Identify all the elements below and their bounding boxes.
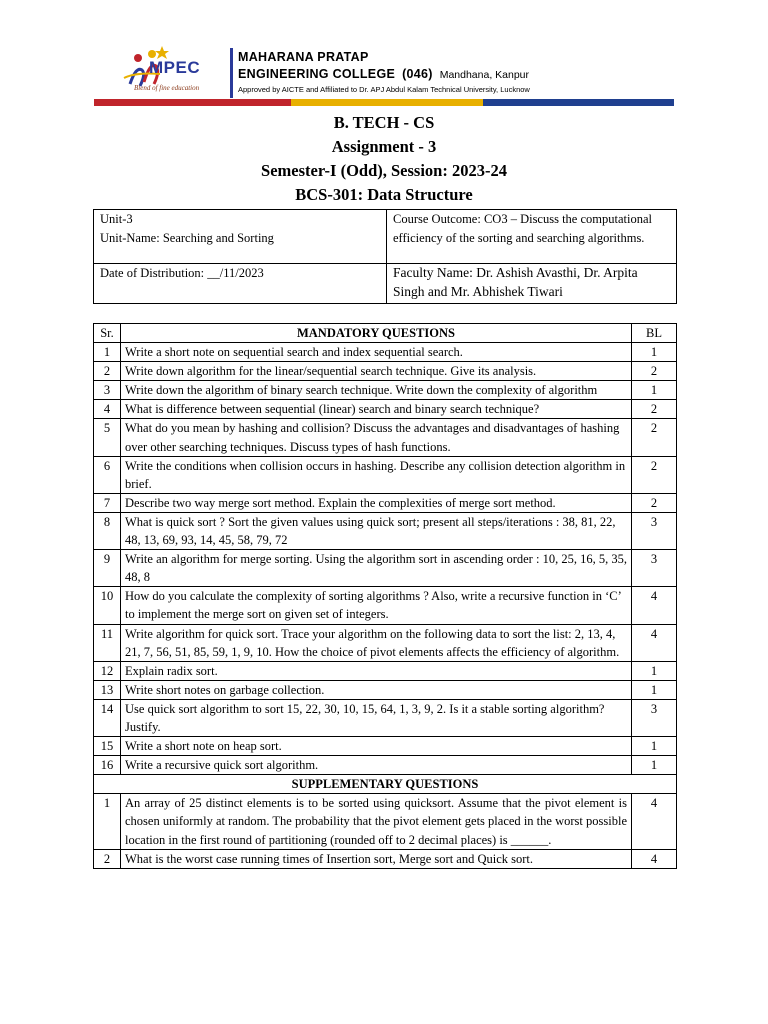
question-text: Write short notes on garbage collection. (121, 680, 632, 699)
college-logo (116, 44, 216, 102)
question-text: Write the conditions when collision occurs in hashing. Describe any collision detection algorithm in brief. (121, 456, 632, 493)
question-number: 14 (94, 699, 121, 736)
table-row (94, 661, 677, 680)
table-row (94, 512, 677, 549)
question-text: How do you calculate the complexity of sorting algorithms ? Also, write a recursive function in ‘C’ to implement the merge sort on given set of integers. (121, 587, 632, 624)
unit-cell (94, 210, 387, 264)
college-name-line2-text: ENGINEERING COLLEGE (238, 67, 396, 81)
college-approval: Approved by AICTE and Affiliated to Dr. APJ Abdul Kalam Technical University, Lucknow (238, 85, 530, 94)
bloom-level: 1 (632, 343, 677, 362)
bloom-level: 3 (632, 550, 677, 587)
question-number: 11 (94, 624, 121, 661)
mandatory-questions (94, 343, 677, 775)
bloom-level: 4 (632, 624, 677, 661)
college-header (94, 44, 674, 102)
program-title: B. TECH - CS (333, 113, 435, 132)
unit-name: Unit-Name: Searching and Sorting (100, 230, 274, 245)
question-text: Explain radix sort. (121, 661, 632, 680)
table-header-row (94, 324, 677, 343)
table-row (94, 400, 677, 419)
question-number: 6 (94, 456, 121, 493)
question-text: Write an algorithm for merge sorting. Using the algorithm sort in ascending order : 10, 25, 16, 5, 35, 48, 8 (121, 550, 632, 587)
college-name-line2 (238, 67, 529, 81)
bloom-level: 1 (632, 680, 677, 699)
question-text: What is difference between sequential (linear) search and binary search technique? (121, 400, 632, 419)
table-row (94, 794, 677, 849)
question-text: Write a short note on sequential search and index sequential search. (121, 343, 632, 362)
question-text: What is quick sort ? Sort the given values using quick sort; present all steps/iterations : 38, 81, 22, 48, 13, 69, 93, 14, 45, 58, 79, 72 (121, 512, 632, 549)
question-number: 5 (94, 419, 121, 456)
question-text: Write a short note on heap sort. (121, 737, 632, 756)
table-row (94, 419, 677, 456)
question-text: What is the worst case running times of Insertion sort, Merge sort and Quick sort. (121, 849, 632, 868)
header-divider (230, 48, 233, 98)
college-code: (046) (402, 67, 433, 81)
question-number: 13 (94, 680, 121, 699)
table-row (94, 493, 677, 512)
table-row (94, 381, 677, 400)
faculty-name: Faculty Name: Dr. Ashish Avasthi, Dr. Arpita Singh and Mr. Abhishek Tiwari (387, 264, 677, 304)
question-number: 12 (94, 661, 121, 680)
question-number: 7 (94, 493, 121, 512)
question-text: Write down algorithm for the linear/sequential search technique. Give its analysis. (121, 362, 632, 381)
logo-text: MPEC (149, 58, 201, 77)
bloom-level: 3 (632, 512, 677, 549)
question-number: 10 (94, 587, 121, 624)
bloom-level: 1 (632, 661, 677, 680)
supplementary-questions (94, 794, 677, 868)
course-outcome: Course Outcome: CO3 – Discuss the computational efficiency of the sorting and searching algorithms. (387, 210, 677, 264)
college-name-line1: MAHARANA PRATAP (238, 50, 369, 64)
assignment-title: Assignment - 3 (331, 137, 437, 156)
color-bar-red (94, 99, 291, 106)
table-row (94, 680, 677, 699)
table-row (94, 756, 677, 775)
question-number: 9 (94, 550, 121, 587)
course-title: BCS-301: Data Structure (295, 185, 473, 204)
bloom-level: 2 (632, 456, 677, 493)
mandatory-heading: MANDATORY QUESTIONS (121, 324, 632, 343)
question-text: Use quick sort algorithm to sort 15, 22, 30, 10, 15, 64, 1, 3, 9, 2. Is it a stable sorting algorithm? Justify. (121, 699, 632, 736)
question-number: 16 (94, 756, 121, 775)
question-number: 15 (94, 737, 121, 756)
question-number: 1 (94, 794, 121, 849)
question-number: 2 (94, 362, 121, 381)
column-header-sr: Sr. (94, 324, 121, 343)
bloom-level: 2 (632, 400, 677, 419)
bloom-level: 4 (632, 849, 677, 868)
table-row (94, 849, 677, 868)
question-text: Write down the algorithm of binary search technique. Write down the complexity of algorithm (121, 381, 632, 400)
table-row (94, 456, 677, 493)
question-number: 3 (94, 381, 121, 400)
question-number: 8 (94, 512, 121, 549)
supplementary-heading: SUPPLEMENTARY QUESTIONS (94, 775, 677, 794)
bloom-level: 3 (632, 699, 677, 736)
bloom-level: 1 (632, 737, 677, 756)
bloom-level: 1 (632, 381, 677, 400)
bloom-level: 1 (632, 756, 677, 775)
questions-table (93, 323, 677, 869)
question-number: 1 (94, 343, 121, 362)
table-row (94, 699, 677, 736)
bloom-level: 2 (632, 362, 677, 381)
color-bar-yellow (291, 99, 482, 106)
course-info-table (93, 209, 677, 304)
header-color-bar (94, 99, 674, 106)
table-row (94, 550, 677, 587)
unit-number: Unit-3 (100, 212, 133, 226)
column-header-bl: BL (632, 324, 677, 343)
bloom-level: 2 (632, 493, 677, 512)
question-text: An array of 25 distinct elements is to be sorted using quicksort. Assume that the pivot element is chosen uniformly at random. The probability that the pivot element gets placed in the worst possible location in the first round of partitioning (rounded off to 2 decimal places) is ______. (121, 794, 632, 849)
college-location: Mandhana, Kanpur (439, 69, 530, 81)
table-row (94, 624, 677, 661)
logo-tagline: Blend of fine education (134, 84, 200, 92)
question-number: 2 (94, 849, 121, 868)
table-row (94, 737, 677, 756)
supplementary-section (94, 775, 677, 794)
question-text: Write a recursive quick sort algorithm. (121, 756, 632, 775)
table-row (94, 587, 677, 624)
bloom-level: 4 (632, 587, 677, 624)
bloom-level: 2 (632, 419, 677, 456)
question-text: Write algorithm for quick sort. Trace your algorithm on the following data to sort the list: 2, 13, 4, 21, 7, 56, 51, 85, 59, 1, 9, 10. How the choice of pivot elements affects the efficiency of algorithm. (121, 624, 632, 661)
question-text: Describe two way merge sort method. Explain the complexities of merge sort method. (121, 493, 632, 512)
supplementary-heading-row (94, 775, 677, 794)
table-row (94, 343, 677, 362)
question-text: What do you mean by hashing and collision? Discuss the advantages and disadvantages of hashing over other searching techniques. Discuss types of hash functions. (121, 419, 632, 456)
question-number: 4 (94, 400, 121, 419)
date-of-distribution: Date of Distribution: __/11/2023 (94, 264, 387, 304)
table-row (94, 362, 677, 381)
color-bar-blue (483, 99, 674, 106)
semester-title: Semester-I (Odd), Session: 2023-24 (261, 161, 507, 180)
bloom-level: 4 (632, 794, 677, 849)
